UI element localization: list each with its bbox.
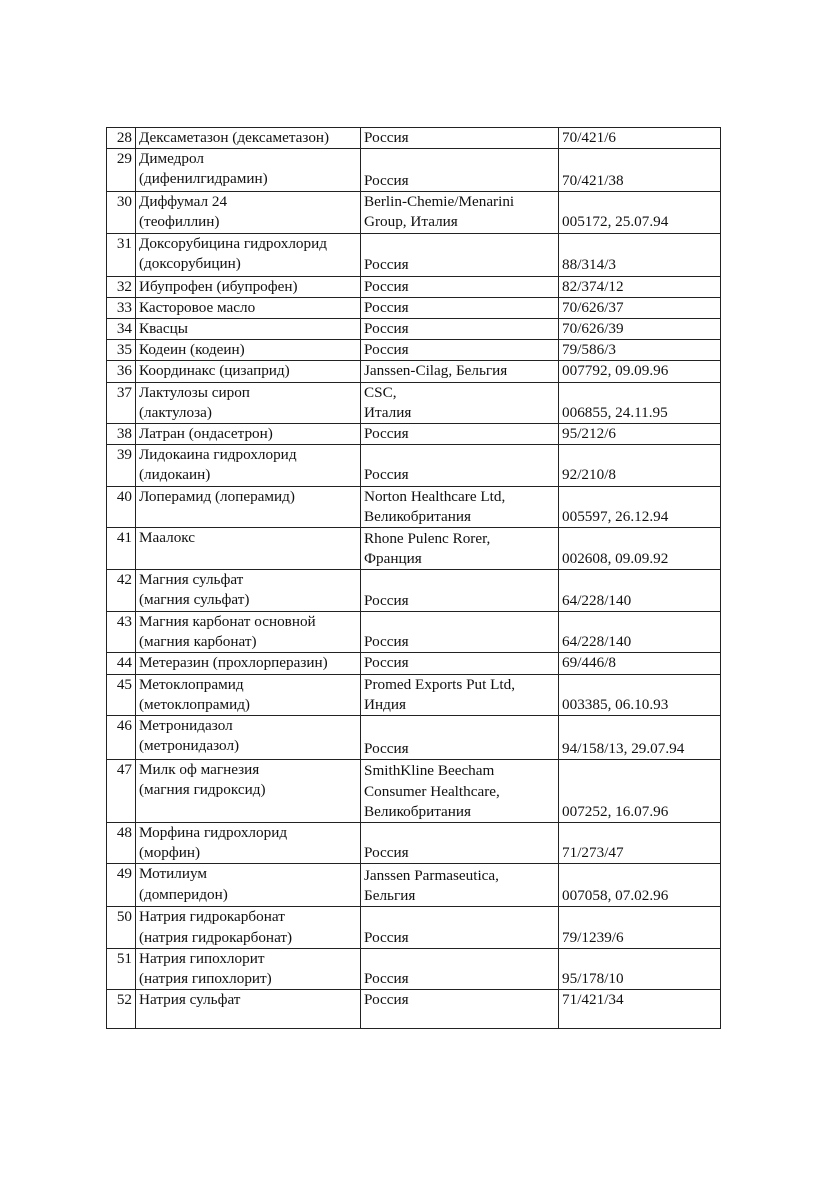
drug-name: Квасцы — [136, 319, 361, 340]
row-number: 37 — [107, 382, 136, 423]
row-number: 44 — [107, 653, 136, 674]
registration-number: 70/626/39 — [559, 319, 721, 340]
row-number: 45 — [107, 674, 136, 715]
manufacturer-country: Россия — [361, 233, 559, 276]
table-row — [107, 674, 721, 715]
registration-number: 88/314/3 — [559, 233, 721, 276]
manufacturer-country: Россия — [361, 128, 559, 149]
drug-name: Лактулозы сироп (лактулоза) — [136, 382, 361, 423]
drug-name: Натрия гидрокарбонат (натрия гидрокарбонат) — [136, 907, 361, 948]
table-row — [107, 361, 721, 382]
row-number: 28 — [107, 128, 136, 149]
drug-name: Латран (ондасетрон) — [136, 424, 361, 445]
table-row — [107, 760, 721, 823]
registration-number: 69/446/8 — [559, 653, 721, 674]
registration-number: 70/421/6 — [559, 128, 721, 149]
table-row — [107, 653, 721, 674]
manufacturer-country: SmithKline Beecham Consumer Healthcare, Великобритания — [361, 760, 559, 823]
registration-number: 007058, 07.02.96 — [559, 864, 721, 907]
row-number: 42 — [107, 570, 136, 612]
table-row — [107, 570, 721, 612]
manufacturer-country: Россия — [361, 907, 559, 948]
table-row — [107, 319, 721, 340]
table-row — [107, 948, 721, 989]
table-row — [107, 823, 721, 864]
drug-name: Лидокаина гидрохлорид (лидокаин) — [136, 445, 361, 486]
drug-name: Магния сульфат (магния сульфат) — [136, 570, 361, 612]
row-number: 30 — [107, 192, 136, 233]
row-number: 49 — [107, 864, 136, 907]
drug-name: Лоперамид (лоперамид) — [136, 486, 361, 527]
drug-name: Метронидазол (метронидазол) — [136, 716, 361, 760]
row-number: 29 — [107, 149, 136, 192]
table-row — [107, 297, 721, 318]
registration-number: 007252, 16.07.96 — [559, 760, 721, 823]
row-number: 34 — [107, 319, 136, 340]
row-number: 31 — [107, 233, 136, 276]
registration-number: 70/626/37 — [559, 297, 721, 318]
manufacturer-country: Россия — [361, 653, 559, 674]
row-number: 52 — [107, 990, 136, 1029]
table-row — [107, 864, 721, 907]
manufacturer-country: Россия — [361, 948, 559, 989]
manufacturer-country: Россия — [361, 424, 559, 445]
table-row — [107, 233, 721, 276]
drug-name: Дексаметазон (дексаметазон) — [136, 128, 361, 149]
drug-registry-table — [106, 127, 721, 1029]
row-number: 39 — [107, 445, 136, 486]
table-row — [107, 907, 721, 948]
registration-number: 003385, 06.10.93 — [559, 674, 721, 715]
row-number: 35 — [107, 340, 136, 361]
registration-number: 71/421/34 — [559, 990, 721, 1029]
table-row — [107, 445, 721, 486]
drug-name: Натрия гипохлорит (натрия гипохлорит) — [136, 948, 361, 989]
registration-number: 79/586/3 — [559, 340, 721, 361]
manufacturer-country: Россия — [361, 716, 559, 760]
drug-name: Ибупрофен (ибупрофен) — [136, 276, 361, 297]
row-number: 33 — [107, 297, 136, 318]
manufacturer-country: Россия — [361, 445, 559, 486]
manufacturer-country: Berlin-Chemie/Menarini Group, Италия — [361, 192, 559, 233]
manufacturer-country: CSC, Италия — [361, 382, 559, 423]
row-number: 47 — [107, 760, 136, 823]
drug-name: Димедрол (дифенилгидрамин) — [136, 149, 361, 192]
table-row — [107, 716, 721, 760]
registration-number: 70/421/38 — [559, 149, 721, 192]
drug-name: Мотилиум (домперидон) — [136, 864, 361, 907]
drug-name: Морфина гидрохлорид (морфин) — [136, 823, 361, 864]
drug-name: Метеразин (прохлорперазин) — [136, 653, 361, 674]
table-row — [107, 382, 721, 423]
registration-number: 64/228/140 — [559, 570, 721, 612]
table-row — [107, 528, 721, 570]
drug-name: Натрия сульфат — [136, 990, 361, 1029]
manufacturer-country: Россия — [361, 570, 559, 612]
table-body — [107, 128, 721, 1029]
registration-number: 71/273/47 — [559, 823, 721, 864]
manufacturer-country: Россия — [361, 990, 559, 1029]
row-number: 36 — [107, 361, 136, 382]
registration-number: 005597, 26.12.94 — [559, 486, 721, 527]
drug-name: Маалокс — [136, 528, 361, 570]
registration-number: 95/178/10 — [559, 948, 721, 989]
registration-number: 007792, 09.09.96 — [559, 361, 721, 382]
table-row — [107, 149, 721, 192]
manufacturer-country: Rhone Pulenc Rorer, Франция — [361, 528, 559, 570]
row-number: 50 — [107, 907, 136, 948]
registration-number: 82/374/12 — [559, 276, 721, 297]
table-row — [107, 990, 721, 1029]
registration-number: 005172, 25.07.94 — [559, 192, 721, 233]
manufacturer-country: Janssen Parmaseutica, Бельгия — [361, 864, 559, 907]
drug-name: Магния карбонат основной (магния карбонат) — [136, 612, 361, 653]
drug-name: Касторовое масло — [136, 297, 361, 318]
registration-number: 002608, 09.09.92 — [559, 528, 721, 570]
drug-name: Диффумал 24 (теофиллин) — [136, 192, 361, 233]
row-number: 32 — [107, 276, 136, 297]
table-row — [107, 128, 721, 149]
table-row — [107, 192, 721, 233]
table-row — [107, 424, 721, 445]
manufacturer-country: Promed Exports Put Ltd, Индия — [361, 674, 559, 715]
manufacturer-country: Janssen-Cilag, Бельгия — [361, 361, 559, 382]
table-row — [107, 486, 721, 527]
row-number: 41 — [107, 528, 136, 570]
row-number: 51 — [107, 948, 136, 989]
drug-name: Милк оф магнезия (магния гидроксид) — [136, 760, 361, 823]
registration-number: 92/210/8 — [559, 445, 721, 486]
registration-number: 94/158/13, 29.07.94 — [559, 716, 721, 760]
registration-number: 64/228/140 — [559, 612, 721, 653]
table-row — [107, 276, 721, 297]
row-number: 43 — [107, 612, 136, 653]
manufacturer-country: Россия — [361, 612, 559, 653]
drug-name: Доксорубицина гидрохлорид (доксорубицин) — [136, 233, 361, 276]
manufacturer-country: Россия — [361, 297, 559, 318]
table-row — [107, 340, 721, 361]
drug-name: Метоклопрамид (метоклопрамид) — [136, 674, 361, 715]
manufacturer-country: Россия — [361, 319, 559, 340]
row-number: 48 — [107, 823, 136, 864]
drug-name: Координакс (цизаприд) — [136, 361, 361, 382]
manufacturer-country: Россия — [361, 149, 559, 192]
manufacturer-country: Norton Healthcare Ltd, Великобритания — [361, 486, 559, 527]
registration-number: 79/1239/6 — [559, 907, 721, 948]
manufacturer-country: Россия — [361, 823, 559, 864]
manufacturer-country: Россия — [361, 340, 559, 361]
registration-number: 006855, 24.11.95 — [559, 382, 721, 423]
row-number: 40 — [107, 486, 136, 527]
drug-name: Кодеин (кодеин) — [136, 340, 361, 361]
row-number: 38 — [107, 424, 136, 445]
row-number: 46 — [107, 716, 136, 760]
manufacturer-country: Россия — [361, 276, 559, 297]
registration-number: 95/212/6 — [559, 424, 721, 445]
table-row — [107, 612, 721, 653]
